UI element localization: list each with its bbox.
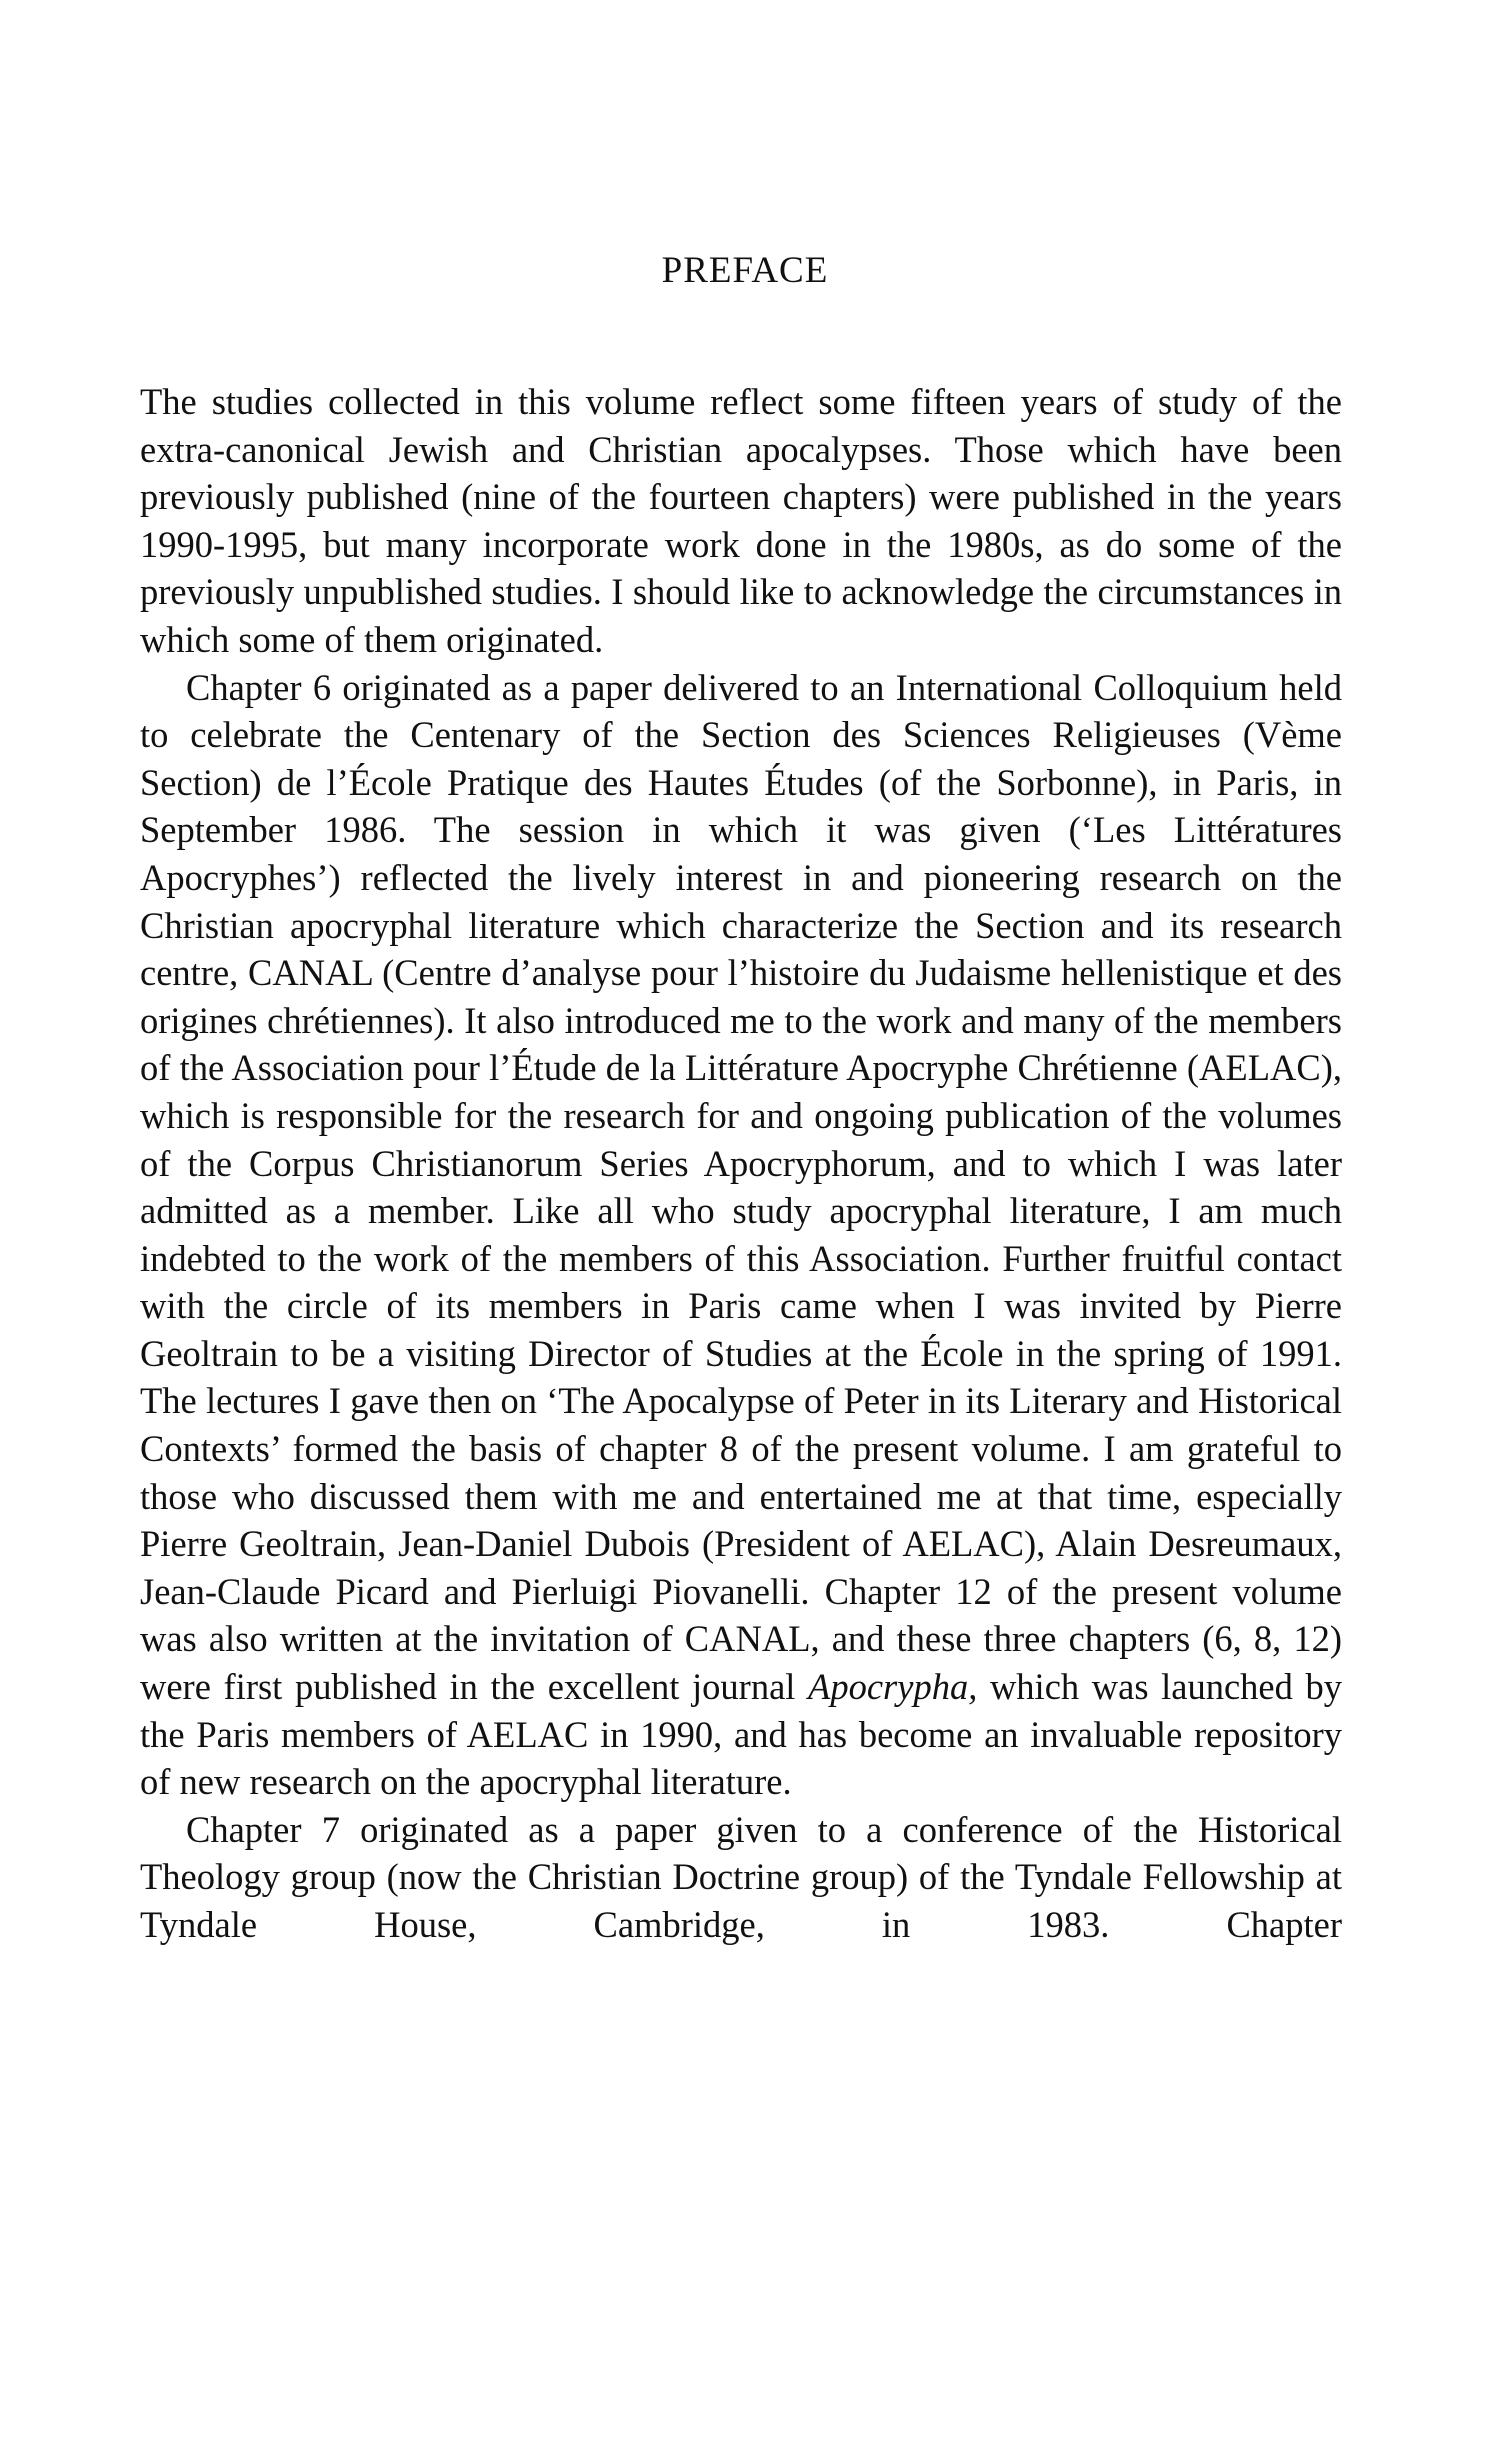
paragraph-2-text: Chapter 6 originated as a paper delivered to an International Colloquium held to celebrate the Centenary of the Section des Sciences Religieuses (Vème Section) de l’École Pratique des Hautes Études (of the Sorbonne), in Paris, in September 1986. The session in which it was given (‘Les Littératures Apocryphes’) reflected the lively interest in and pioneering research on the Christian apocryphal literature which characterize the Section and its research centre, CANAL (Centre d’analyse pour l’histoire du Judaisme hellenistique et des origines chrétiennes). It also introduced me to the work and many of the members of the Association pour l’Étude de la Littérature Apocryphe Chrétienne (AELAC), which is responsible for the research for and ongoing publication of the volumes of the Corpus Christianorum Series Apocryphorum, and to which I was later admitted as a member. Like all who study apocryphal literature, I am much indebted to the work of the members of this Association. Further fruitful contact with the circle of its members in Paris came when I was invited by Pierre Geoltrain to be a visiting Director of Studies at the École in the spring of 1991. The lectures I gave then on ‘The Apocalypse of Peter in its Literary and Historical Contexts’ formed the basis of chapter 8 of the present volume. I am grateful to those who discussed them with me and entertained me at that time, especially Pierre Geoltrain, Jean-Daniel Dubois (President of AELAC), Alain Desreumaux, Jean-Claude Picard and Pierluigi Piovanelli. Chapter 12 of the present volume was also written at the invitation of CANAL, and these three chapters (6, 8, 12) were first published in the excellent journal [140, 666, 1342, 1708]
paragraph-2 [140, 664, 1342, 1806]
preface-body [140, 378, 1342, 1949]
paragraph-2-text-end: which was launched by the Paris members of AELAC in 1990, and has become an invaluable repository of new research on the apocryphal literature. [140, 1666, 1342, 1803]
paragraph-3 [140, 1806, 1342, 1949]
journal-title-apocrypha: Apocrypha, [808, 1666, 978, 1708]
page-title: PREFACE [661, 250, 829, 291]
paragraph-1 [140, 378, 1342, 664]
paragraph-3-text: Chapter 7 originated as a paper given to a conference of the Historical Theology group (now the Christian Doctrine group) of the Tyndale Fellowship at Tyndale House, Cambridge, in 1983. Chapter [140, 1808, 1342, 1945]
paragraph-1-text: The studies collected in this volume reflect some fifteen years of study of the extra-canonical Jewish and Christian apocalypses. Those which have been previously published (nine of the fourteen chapters) were published in the years 1990-1995, but many incorporate work done in the 1980s, as do some of the previously unpublished studies. I should like to acknowledge the circumstances in which some of them originated. [140, 381, 1342, 660]
